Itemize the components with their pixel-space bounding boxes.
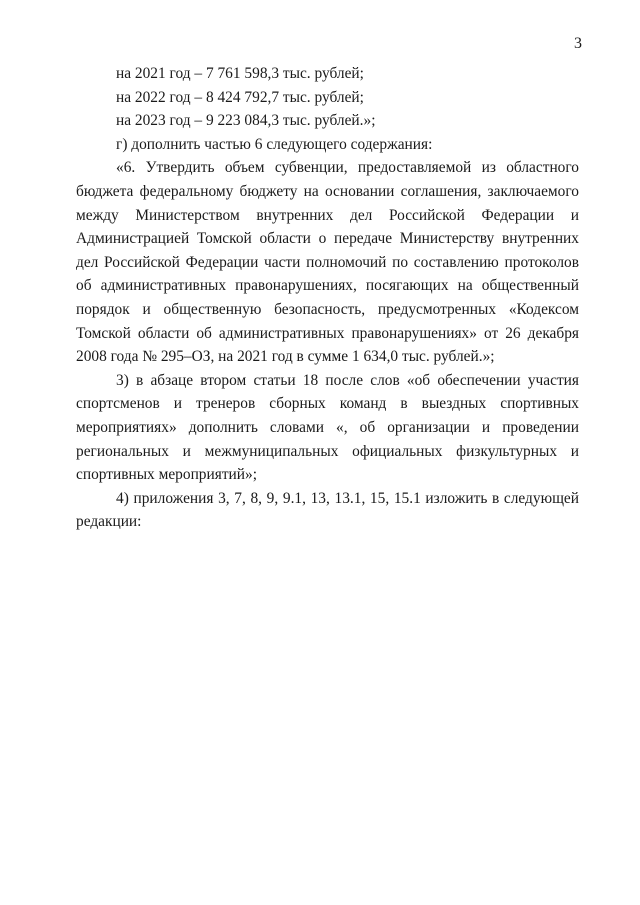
paragraph-2021-amount: на 2021 год – 7 761 598,3 тыс. рублей; [116, 65, 364, 82]
paragraph-2022-amount: на 2022 год – 8 424 792,7 тыс. рублей; [116, 88, 364, 106]
document-body [76, 62, 579, 534]
paragraph-article-18-amendment: 3) в абзаце втором статьи 18 после слов «об обеспечении участия спортсменов и тренеров сборных команд в выездных спортивных мероприятиях» дополнить словами «, об организации и проведении региональных и межмуниципальных официальных физкультурных и спортивных мероприятий»; [76, 371, 579, 484]
paragraph-add-part-6: г) дополнить частью 6 следующего содержания: [116, 135, 433, 153]
paragraph-subvention-part-6: «6. Утвердить объем субвенции, предоставляемой из областного бюджета федеральному бюджету на основании соглашения, заключаемого между Министерством внутренних дел Российской Федерации и Администрацией Томской области о передаче Министерству внутренних дел Российской Федерации части полномочий по составлению протоколов об административных правонарушениях, посягающих на общественный порядок и общественную безопасность, предусмотренных «Кодексом Томской области об административных правонарушениях» от 26 декабря 2008 года № 295–ОЗ, на 2021 год в сумме 1 634,0 тыс. рублей.»; [76, 159, 579, 366]
paragraph-appendices-amendment: 4) приложения 3, 7, 8, 9, 9.1, 13, 13.1, 15, 15.1 изложить в следующей редакции: [76, 489, 579, 531]
page-number: 3 [574, 35, 582, 52]
paragraph-2023-amount: на 2023 год – 9 223 084,3 тыс. рублей.»; [116, 112, 376, 130]
